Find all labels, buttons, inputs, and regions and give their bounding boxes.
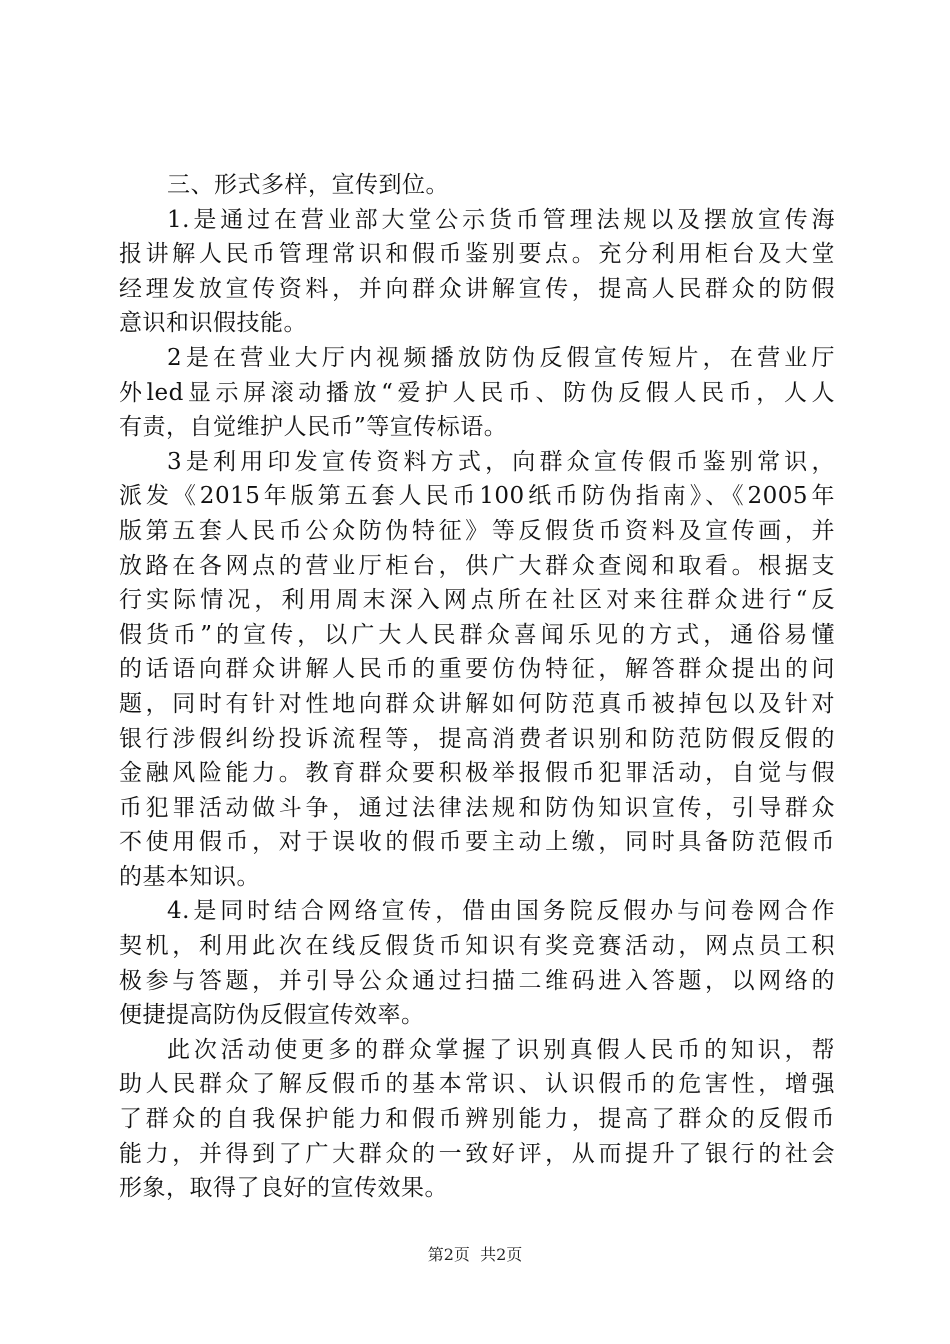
text-line: 契机，利用此次在线反假货币知识有奖竞赛活动，网点员工积 bbox=[119, 933, 835, 960]
text-line: 4.是同时结合网络宣传，借由国务院反假办与问卷网合作 bbox=[167, 898, 835, 925]
text-line: 放路在各网点的营业厅柜台，供广大群众查阅和取看。根据支 bbox=[119, 552, 835, 579]
text-line: 助人民群众了解反假币的基本常识、认识假币的危害性，增强 bbox=[119, 1071, 835, 1098]
text-line: 能力，并得到了广大群众的一致好评，从而提升了银行的社会 bbox=[119, 1140, 835, 1167]
text-line: 币犯罪活动做斗争，通过法律法规和防伪知识宣传，引导群众 bbox=[119, 794, 835, 821]
text-line: 金融风险能力。教育群众要积极举报假币犯罪活动，自觉与假 bbox=[119, 760, 835, 787]
text-line: 了群众的自我保护能力和假币辨别能力，提高了群众的反假币 bbox=[119, 1106, 835, 1133]
document-body bbox=[119, 168, 835, 1206]
text-line: 3是利用印发宣传资料方式，向群众宣传假币鉴别常识， bbox=[167, 448, 835, 475]
text-line: 此次活动使更多的群众掌握了识别真假人民币的知识，帮 bbox=[167, 1036, 835, 1063]
text-line: 经理发放宣传资料，并向群众讲解宣传，提高人民群众的防假 bbox=[119, 275, 835, 302]
text-line: 便捷提高防伪反假宣传效率。 bbox=[119, 1002, 425, 1029]
text-line: 银行涉假纠纷投诉流程等，提高消费者识别和防范防假反假的 bbox=[119, 725, 835, 752]
text-line: 三、形式多样，宣传到位。 bbox=[167, 172, 449, 198]
text-line: 1.是通过在营业部大堂公示货币管理法规以及摆放宣传海 bbox=[167, 206, 835, 233]
paragraph-summary bbox=[119, 1033, 835, 1206]
text-line: 的话语向群众讲解人民币的重要仿伪特征，解答群众提出的问 bbox=[119, 656, 835, 683]
text-line: 外led显示屏滚动播放“爱护人民币、防伪反假人民币，人人 bbox=[119, 379, 835, 406]
section-heading bbox=[119, 168, 835, 203]
text-line: 形象，取得了良好的宣传效果。 bbox=[119, 1175, 448, 1202]
text-line: 极参与答题，并引导公众通过扫描二维码进入答题，以网络的 bbox=[119, 967, 835, 994]
text-line: 派发《2015年版第五套人民币100纸币防伪指南》、《2005年 bbox=[119, 483, 835, 510]
text-line: 有责，自觉维护人民币”等宣传标语。 bbox=[119, 414, 508, 441]
text-line: 假货币”的宣传，以广大人民群众喜闻乐见的方式，通俗易懂 bbox=[119, 621, 835, 648]
paragraph-item-4 bbox=[119, 894, 835, 1032]
page-footer bbox=[0, 1243, 950, 1267]
text-line: 的基本知识。 bbox=[119, 863, 260, 890]
text-line: 意识和识假技能。 bbox=[119, 310, 307, 337]
text-line: 题，同时有针对性地向群众讲解如何防范真币被掉包以及针对 bbox=[119, 690, 835, 717]
paragraph-item-3 bbox=[119, 445, 835, 895]
text-line: 版第五套人民币公众防伪特征》等反假货币资料及宣传画，并 bbox=[119, 517, 835, 544]
paragraph-item-1 bbox=[119, 203, 835, 341]
text-line: 2是在营业大厅内视频播放防伪反假宣传短片，在营业厅 bbox=[167, 344, 835, 371]
text-line: 行实际情况，利用周末深入网点所在社区对来往群众进行“反 bbox=[119, 587, 835, 614]
text-line: 不使用假币，对于误收的假币要主动上缴，同时具备防范假币 bbox=[119, 829, 835, 856]
text-line: 报讲解人民币管理常识和假币鉴别要点。充分利用柜台及大堂 bbox=[119, 241, 835, 268]
paragraph-item-2 bbox=[119, 341, 835, 445]
page-number: 第2页 共2页 bbox=[427, 1245, 523, 1264]
